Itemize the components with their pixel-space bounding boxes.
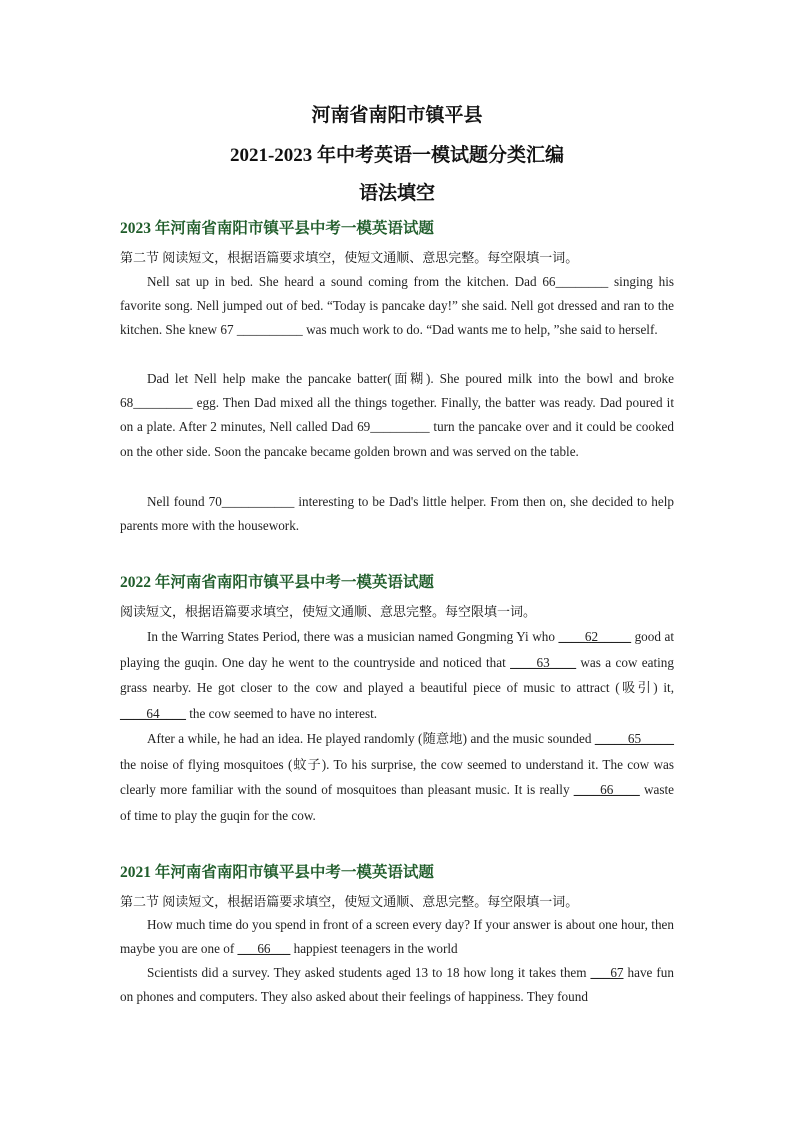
passage-2022-para-1-text-c: was a cow eating grass nearby. He got closer to the cow and played a beautiful piece of music to attract (吸引) it,	[120, 654, 674, 695]
passage-2021-para-1-text-a: How much time do you spend in front of a screen every day? If your answer is about one hour, then maybe you are one of	[120, 917, 674, 957]
passage-2023-para-2	[120, 367, 674, 464]
passage-2022-para-1-text-d: the cow seemed to have no interest.	[185, 705, 378, 721]
passage-2022-para-1	[120, 624, 674, 726]
passage-2023-para-2-text: Dad let Nell help make the pancake batter(面糊). She poured milk into the bowl and broke 68_________ egg. Then Dad mixed all the things together. Finally, the batter was ready. Dad poured it on a plate. After 2 minutes, Nell called Dad 69_________ turn the pancake over and it could be cooked on the other side. Soon the pancake became golden brown and was served on the table.	[120, 371, 674, 459]
passage-2021-para-1	[120, 913, 674, 961]
passage-2021-para-2-text-b: have fun on phones and computers. They also asked about their feelings of happiness. They found	[120, 965, 674, 1005]
blank-2021-66: ___66___	[237, 941, 291, 957]
passage-2022-para-2-text-b: the noise of flying mosquitoes (蚊子). To his surprise, the cow seemed to understand it. The cow was clearly more familiar with the sound of mosquitoes than pleasant music. It is really	[120, 756, 674, 797]
passage-2021-para-2-text-a: Scientists did a survey. They asked students aged 13 to 18 how long it takes them	[147, 965, 591, 980]
section-heading-2021: 2021 年河南省南阳市镇平县中考一模英语试题	[120, 864, 434, 881]
doc-title-region: 河南省南阳市镇平县	[311, 105, 483, 126]
passage-2022-para-2-text-a: After a while, he had an idea. He played randomly (随意地) and the music sounded	[147, 731, 595, 746]
passage-2023-para-1	[120, 270, 674, 343]
passage-2023-para-3-text: Nell found 70___________ interesting to be Dad's little helper. From then on, she decided to help parents more with the housework.	[120, 494, 674, 534]
blank-62: ____62_____	[558, 629, 632, 644]
passage-2022-para-1-text-a: In the Warring States Period, there was a musician named Gongming Yi who	[147, 629, 559, 644]
passage-2023-para-3	[120, 490, 674, 538]
instruction-2022: 阅读短文，根据语篇要求填空，使短文通顺、意思完整。每空限填一词。	[120, 604, 537, 619]
instruction-2021: 第二节 阅读短文，根据语篇要求填空，使短文通顺、意思完整。每空限填一词。	[120, 894, 579, 909]
blank-63: ____63____	[510, 654, 577, 670]
instruction-2023: 第二节 阅读短文，根据语篇要求填空，使短文通顺、意思完整。每空限填一词。	[120, 250, 579, 265]
passage-2021-para-1-text-b: happiest teenagers in the world	[290, 941, 458, 957]
doc-title-subject: 2021-2023 年中考英语一模试题分类汇编	[229, 145, 565, 166]
passage-2022-para-2-text-c: waste of time to play the guqin for the cow.	[120, 782, 675, 823]
passage-2022-para-2	[120, 726, 674, 828]
section-heading-2023: 2023 年河南省南阳市镇平县中考一模英语试题	[120, 220, 434, 237]
doc-title-topic: 语法填空	[358, 183, 435, 204]
blank-64: ____64____	[120, 705, 186, 721]
section-heading-2022: 2022 年河南省南阳市镇平县中考一模英语试题	[120, 574, 434, 591]
blank-2021-67: ___67	[590, 965, 624, 980]
blank-66: ____66____	[573, 782, 640, 797]
passage-2023-para-1-text: Nell sat up in bed. She heard a sound coming from the kitchen. Dad 66________ singing his favorite song. Nell jumped out of bed. “Today is pancake day!” she said. Nell got dressed and ran to the kitchen. She knew 67 __________ was much work to do. “Dad wants me to help, ”she said to herself.	[120, 274, 674, 338]
blank-65: _____65_____	[594, 731, 674, 746]
passage-2021-para-2	[120, 961, 674, 1009]
passage-2022-para-1-text-b: good at playing the guqin. One day he went to the countryside and noticed that	[120, 629, 674, 670]
